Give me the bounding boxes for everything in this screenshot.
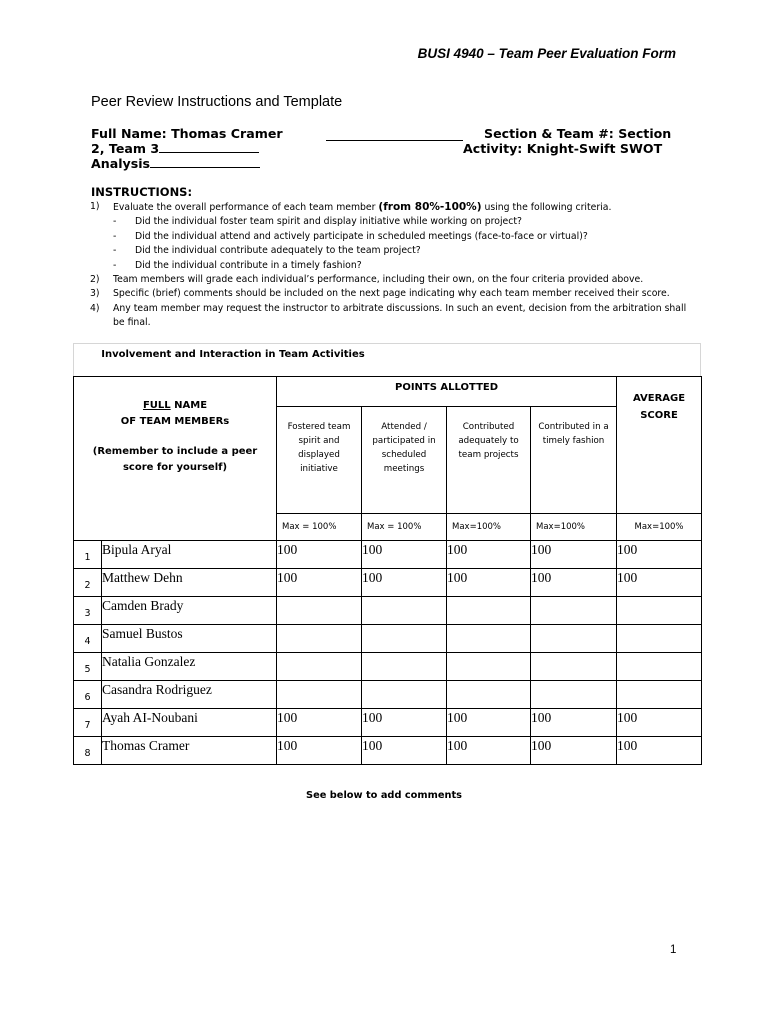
criteria-dash: -: [113, 230, 117, 242]
activity-underline: [150, 156, 260, 168]
instruction-emphasis: (from 80%-100%): [378, 201, 482, 213]
score-cell[interactable]: [277, 597, 362, 625]
see-below-note: See below to add comments: [306, 790, 462, 801]
table-title: Involvement and Interaction in Team Activities: [101, 349, 365, 360]
average-cell[interactable]: [617, 597, 702, 625]
max-label: Max = 100%: [362, 514, 447, 541]
instruction-number: 1): [90, 201, 100, 212]
score-cell[interactable]: [277, 653, 362, 681]
name-header-cell: [74, 377, 277, 541]
score-cell[interactable]: 100: [447, 737, 531, 765]
score-cell[interactable]: 100: [531, 569, 617, 597]
average-cell[interactable]: [617, 625, 702, 653]
name-header-line2: OF TEAM MEMBERs: [120, 416, 230, 427]
row-number: 4: [74, 625, 102, 653]
row-number: 8: [74, 737, 102, 765]
score-cell[interactable]: [362, 625, 447, 653]
table-row: [74, 681, 702, 709]
name-header-note: (Remember to include a peer score for yourself): [92, 446, 258, 473]
score-cell[interactable]: 100: [447, 541, 531, 569]
full-name-label: Full Name: Thomas Cramer: [91, 126, 283, 141]
activity-value: Analysis: [91, 156, 151, 171]
score-cell[interactable]: [531, 681, 617, 709]
score-cell[interactable]: 100: [531, 709, 617, 737]
average-cell[interactable]: [617, 653, 702, 681]
max-label: Max=100%: [617, 514, 702, 541]
instruction-text: Evaluate the overall performance of each team member: [113, 202, 379, 213]
instruction-text: Team members will grade each individual’s performance, including their own, on the four criteria provided above.: [113, 274, 644, 286]
row-number: 7: [74, 709, 102, 737]
score-cell[interactable]: [447, 597, 531, 625]
instruction-item: [90, 273, 690, 287]
section-team-value: 2, Team 3: [91, 141, 160, 156]
criteria-header-cell: Contributed in a timely fashion: [531, 407, 617, 514]
row-number: 3: [74, 597, 102, 625]
member-name: Casandra Rodriguez: [102, 681, 277, 709]
average-cell[interactable]: 100: [617, 709, 702, 737]
instruction-continuation: be final.: [113, 317, 151, 329]
activity-value-line: [91, 156, 260, 171]
member-name: Matthew Dehn: [102, 569, 277, 597]
max-label: Max=100%: [447, 514, 531, 541]
score-cell[interactable]: [447, 681, 531, 709]
max-label: Max=100%: [531, 514, 617, 541]
name-header-full: FULL: [142, 400, 171, 411]
criteria-header-cell: Contributed adequately to team projects: [447, 407, 531, 514]
score-cell[interactable]: [362, 597, 447, 625]
score-cell[interactable]: [447, 653, 531, 681]
score-cell[interactable]: [362, 653, 447, 681]
max-label: Max = 100%: [277, 514, 362, 541]
table-row: [74, 625, 702, 653]
table-row: [74, 541, 702, 569]
section-team-value-line: [91, 141, 259, 156]
score-cell[interactable]: 100: [362, 737, 447, 765]
instruction-text: Any team member may request the instructor to arbitrate discussions. In such an event, decision from the arbitration shall: [113, 302, 687, 314]
average-cell[interactable]: [617, 681, 702, 709]
score-cell[interactable]: 100: [277, 709, 362, 737]
score-cell[interactable]: 100: [362, 541, 447, 569]
score-cell[interactable]: [362, 681, 447, 709]
score-cell[interactable]: [531, 625, 617, 653]
score-cell[interactable]: 100: [277, 569, 362, 597]
name-header: [74, 377, 276, 476]
member-name: Ayah AI-Noubani: [102, 709, 277, 737]
score-cell[interactable]: [277, 681, 362, 709]
criteria-item: [90, 259, 690, 273]
score-cell[interactable]: 100: [362, 709, 447, 737]
score-cell[interactable]: 100: [531, 541, 617, 569]
instruction-text-end: using the following criteria.: [481, 202, 612, 213]
activity-label: Activity: Knight-Swift SWOT: [463, 141, 663, 156]
average-cell[interactable]: 100: [617, 569, 702, 597]
table-row: [74, 569, 702, 597]
member-name: Natalia Gonzalez: [102, 653, 277, 681]
row-number: 5: [74, 653, 102, 681]
section-team-underline: [159, 141, 259, 153]
peer-evaluation-table: [73, 376, 702, 765]
score-cell[interactable]: 100: [531, 737, 617, 765]
criteria-text: Did the individual foster team spirit and display initiative while working on project?: [135, 216, 522, 228]
average-score-header: AVERAGE SCORE: [617, 377, 702, 514]
criteria-dash: -: [113, 216, 117, 228]
member-name: Samuel Bustos: [102, 625, 277, 653]
member-name: Bipula Aryal: [102, 541, 277, 569]
table-row: [74, 653, 702, 681]
criteria-header-cell: Fostered team spirit and displayed initiative: [277, 407, 362, 514]
criteria-dash: -: [113, 245, 117, 257]
criteria-dash: -: [113, 259, 117, 271]
section-team-label: Section & Team #: Section: [484, 126, 672, 141]
member-name: Camden Brady: [102, 597, 277, 625]
instruction-item: [90, 302, 690, 316]
instruction-number: 3): [90, 288, 100, 300]
row-number: 2: [74, 569, 102, 597]
instruction-number: 2): [90, 274, 100, 286]
form-header-title: BUSI 4940 – Team Peer Evaluation Form: [417, 46, 676, 61]
instruction-item: [90, 200, 690, 215]
score-cell[interactable]: 100: [362, 569, 447, 597]
average-cell[interactable]: 100: [617, 541, 702, 569]
table-row: [74, 737, 702, 765]
instruction-number: 4): [90, 302, 100, 314]
criteria-text: Did the individual contribute in a timely fashion?: [135, 259, 362, 271]
score-cell[interactable]: [277, 625, 362, 653]
score-cell[interactable]: 100: [447, 709, 531, 737]
instruction-item: [90, 287, 690, 301]
points-allotted-header: POINTS ALLOTTED: [277, 377, 617, 407]
document-title: Peer Review Instructions and Template: [91, 94, 343, 110]
criteria-text: Did the individual attend and actively participate in scheduled meetings (face-to-face or virtual)?: [135, 230, 588, 242]
full-name-underline: [326, 129, 463, 141]
criteria-item: [90, 244, 690, 258]
row-number: 6: [74, 681, 102, 709]
criteria-item: [90, 230, 690, 244]
score-cell[interactable]: 100: [277, 541, 362, 569]
score-cell[interactable]: [531, 597, 617, 625]
page-number: 1: [670, 944, 677, 956]
table-row: [74, 709, 702, 737]
member-name: Thomas Cramer: [102, 737, 277, 765]
score-cell[interactable]: 100: [277, 737, 362, 765]
instructions-list: [90, 200, 690, 331]
score-cell[interactable]: 100: [447, 569, 531, 597]
instructions-heading: INSTRUCTIONS:: [91, 185, 193, 199]
criteria-item: [90, 215, 690, 229]
average-cell[interactable]: 100: [617, 737, 702, 765]
criteria-header-cell: Attended / participated in scheduled meetings: [362, 407, 447, 514]
table-row: [74, 597, 702, 625]
name-header-name: NAME: [170, 400, 208, 411]
instruction-text: Specific (brief) comments should be included on the next page indicating why each team member received their score.: [113, 288, 670, 300]
score-cell[interactable]: [531, 653, 617, 681]
row-number: 1: [74, 541, 102, 569]
score-cell[interactable]: [447, 625, 531, 653]
criteria-text: Did the individual contribute adequately to the team project?: [135, 245, 421, 257]
